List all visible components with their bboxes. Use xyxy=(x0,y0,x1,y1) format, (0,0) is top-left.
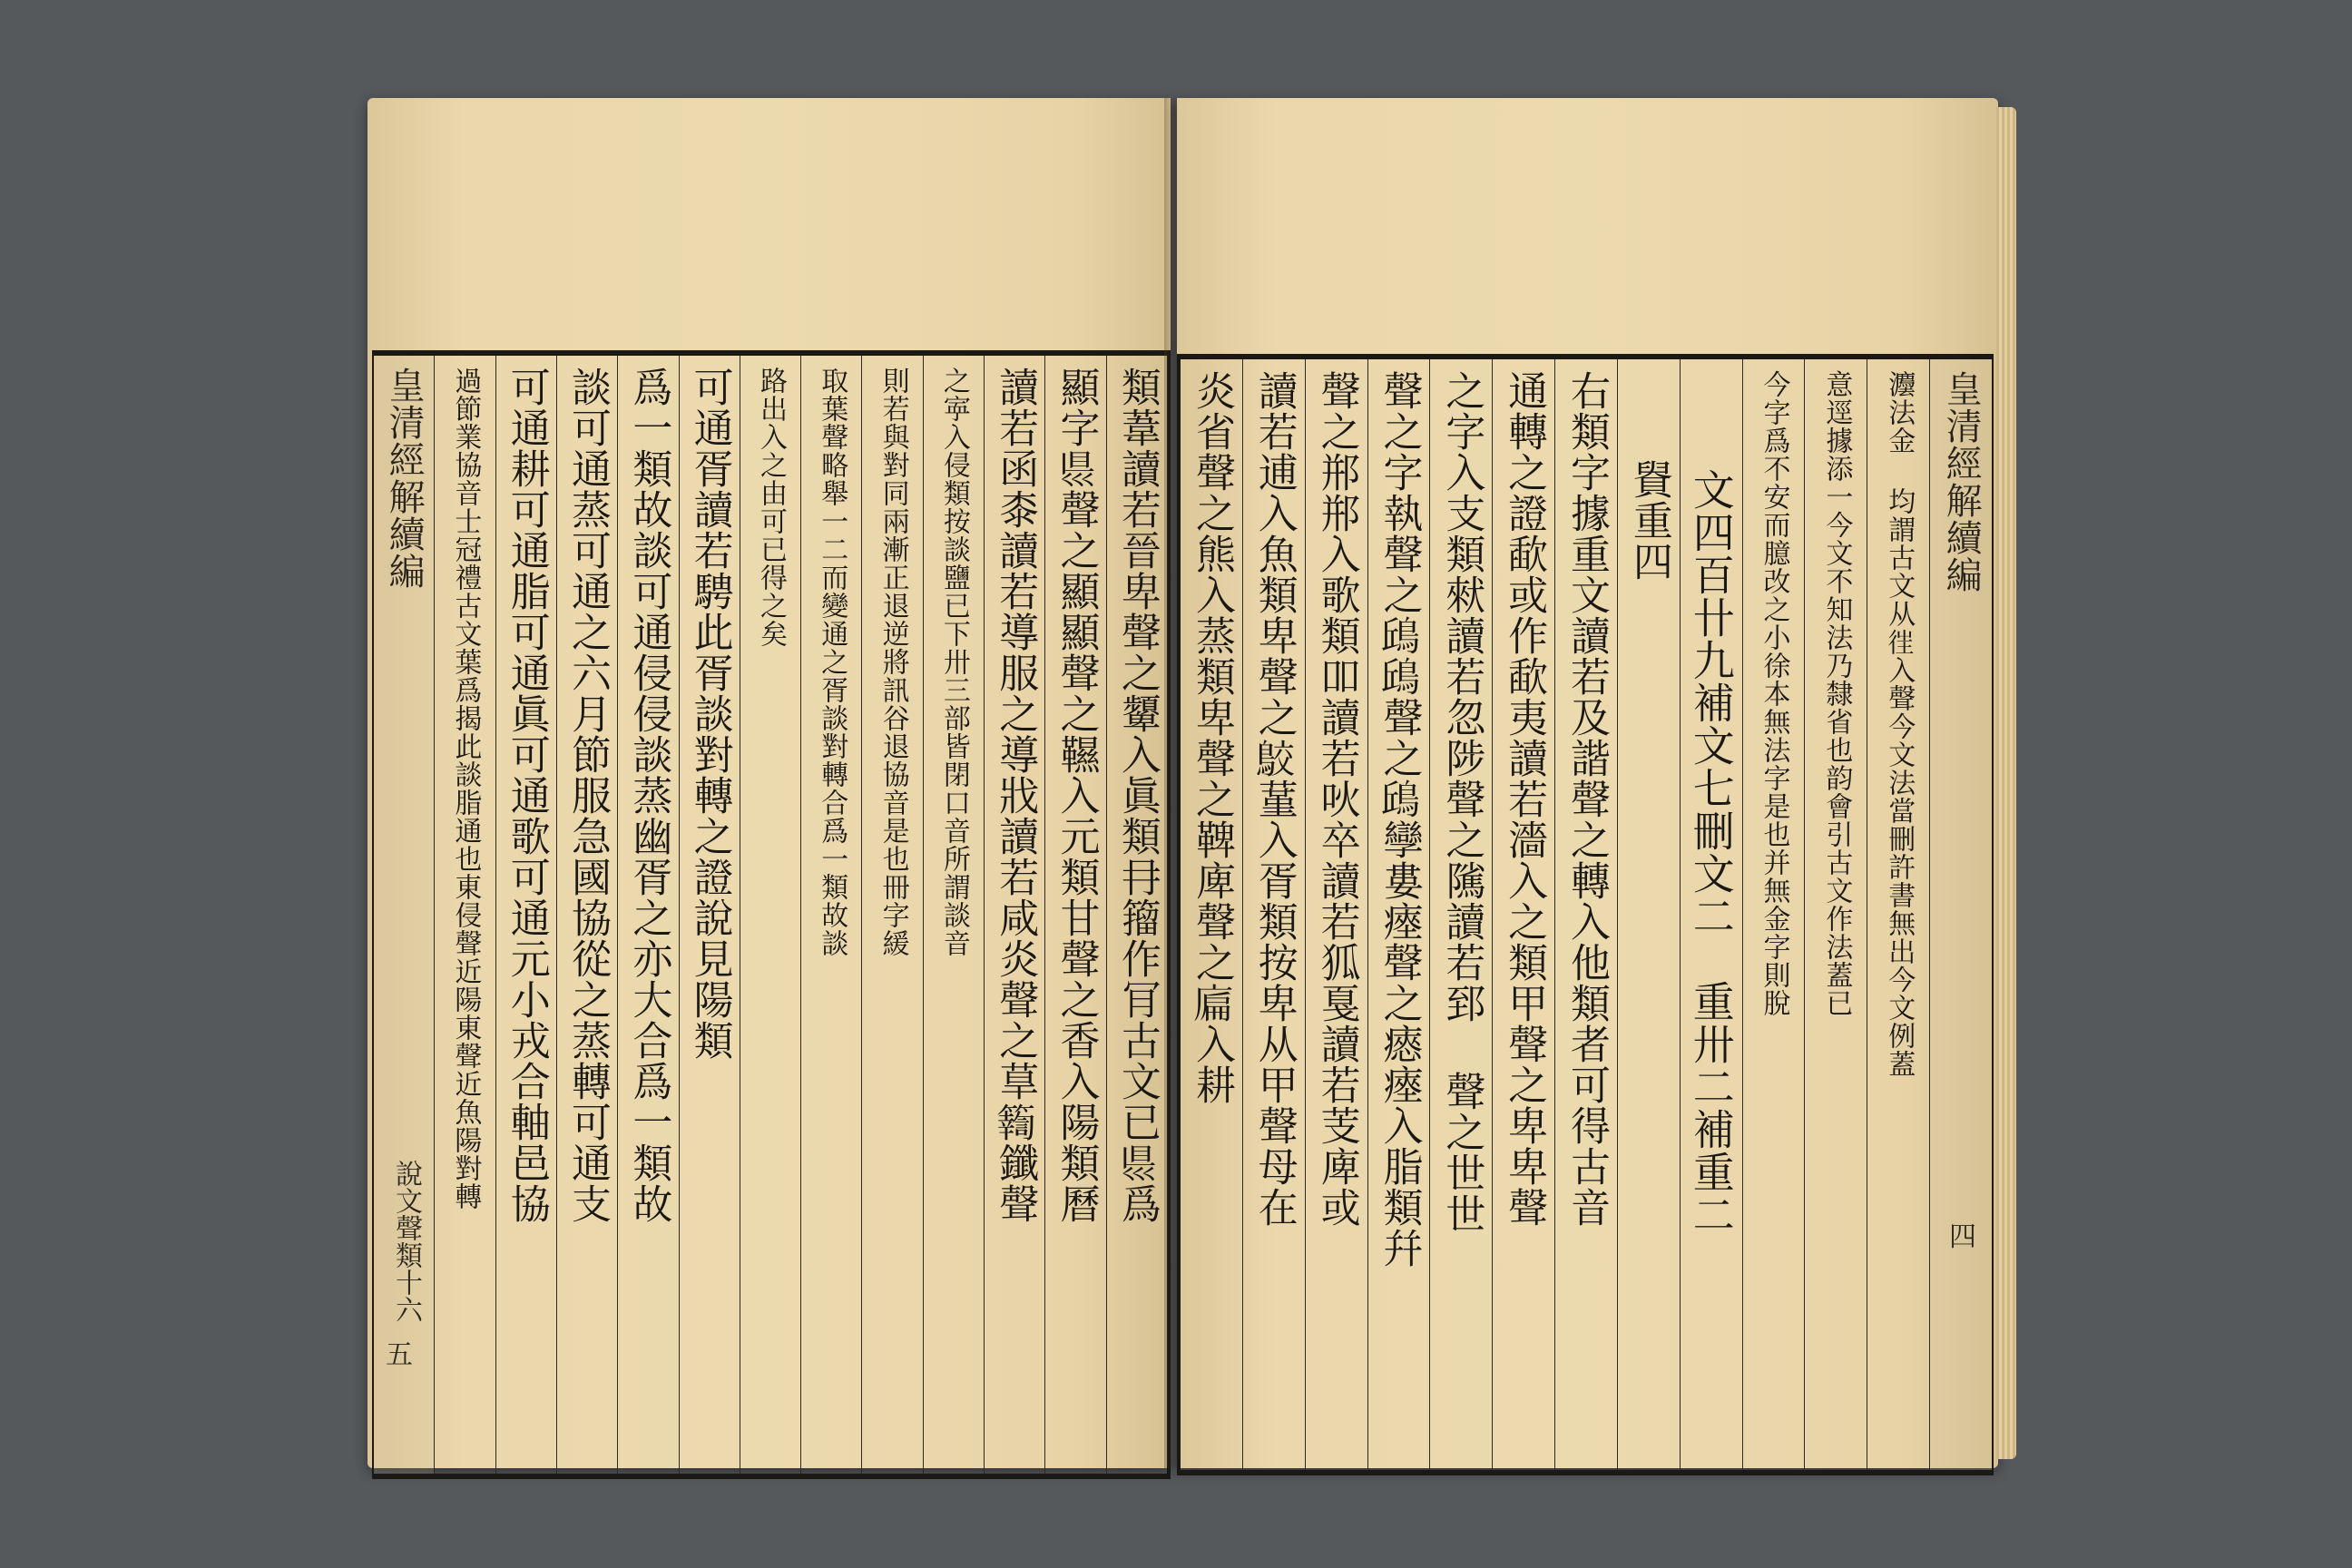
margin-title: 皇清經解續編 xyxy=(374,356,434,1474)
text-column: 右類字據重文讀若及諧聲之轉入他類者可得古音 xyxy=(1554,359,1617,1470)
left-text-columns xyxy=(374,356,1167,1474)
text-column: 則若與對同兩漸正退逆將訊谷退協音是也冊字緩 xyxy=(861,356,922,1474)
text-column: 可通胥讀若騁此胥談對轉之證說見陽類 xyxy=(679,356,740,1474)
right-page-frame xyxy=(1177,354,1994,1475)
text-column: 路出入之由可已得之矣 xyxy=(740,356,800,1474)
text-column: 聲之字執聲之𩿨𩿨聲之𩿨孿婁瘞聲之瘱瘞入脂類幷 xyxy=(1367,359,1430,1470)
margin-section: 說文聲類十六 xyxy=(390,1160,422,1323)
text-column: 可通耕可通脂可通眞可通歌可通元小戎合軸邑協 xyxy=(495,356,556,1474)
text-column: 通轉之證歃或作歃夷讀若濇入之類甲聲之卑卑聲 xyxy=(1492,359,1554,1470)
page-number: 四 xyxy=(1949,1221,1976,1253)
text-column: 炎省聲之熊入蒸類卑聲之鞞庳聲之𢉞入耕 xyxy=(1188,370,1235,1105)
left-page xyxy=(368,98,1171,1468)
text-column: 過節業協音士冠禮古文葉爲揭此談脂通也東侵聲近陽東聲近魚陽對轉 xyxy=(434,356,495,1474)
text-column: 灋法金 均謂古文从𢓸入聲今文法當刪許書無出今文例蓋 xyxy=(1867,359,1929,1470)
text-column: 類葦讀若晉卑聲之顰入眞類冄籀作肎古文已𥄉爲 xyxy=(1106,356,1167,1474)
text-column: 讀若逋入魚類卑聲之𪁉蓳入胥類按卑从甲聲母在 xyxy=(1242,359,1305,1470)
margin-title: 皇清經解續編 xyxy=(1929,359,1992,1470)
text-column: 之字入支類猌讀若忽陟聲之隲讀若郅 聲之世世 xyxy=(1429,359,1492,1470)
page-edges xyxy=(1996,107,2016,1459)
left-page-frame xyxy=(372,350,1171,1479)
text-column: 之𡨴入侵類按談鹽已下卅三部皆閉口音所謂談音 xyxy=(923,356,984,1474)
text-column: 取葉聲略舉一二而變通之胥談對轉合爲一類故談 xyxy=(800,356,861,1474)
text-column: 聲之郱郱入歌類吅讀若吙卒讀若狐戛讀若芰庳或 xyxy=(1305,359,1367,1470)
sub-heading: 䝿重四 xyxy=(1617,359,1680,1470)
text-column: 顯字𥄉聲之顯顯聲之韅入元類甘聲之香入陽類曆 xyxy=(1044,356,1105,1474)
section-heading: 文四百卄九補文七刪文二 重卅二補重二 xyxy=(1680,359,1742,1470)
right-text-columns xyxy=(1181,359,1992,1470)
text-column: 讀若函桼讀若導服之導戕讀若咸炎聲之䓍𥷚鑯聲 xyxy=(984,356,1044,1474)
text-column: 意逕據添一今文不知法乃隸省也韵會引古文作法蓋已 xyxy=(1804,359,1867,1470)
text-column: 談可通蒸可通之六月節服急國協從之蒸轉可通支 xyxy=(556,356,617,1474)
right-page xyxy=(1177,98,1998,1468)
text-column: 爲一類故談可通侵侵談蒸幽胥之亦大合爲一類故 xyxy=(617,356,678,1474)
page-number: 五 xyxy=(386,1339,413,1371)
text-column: 今字爲不安而臆改之小徐本無法字是也并無金字則脫 xyxy=(1742,359,1805,1470)
